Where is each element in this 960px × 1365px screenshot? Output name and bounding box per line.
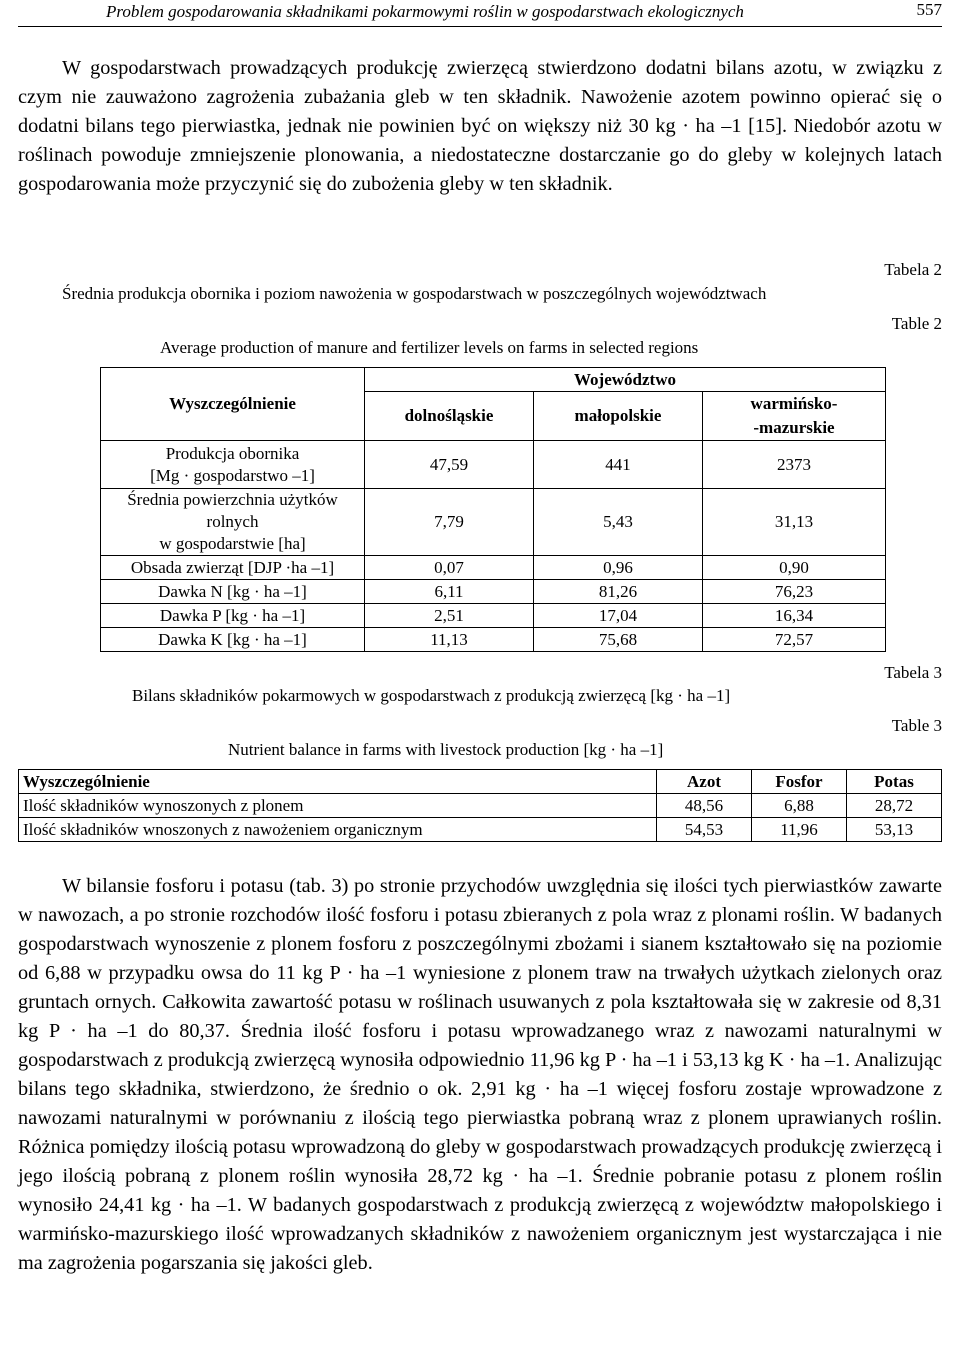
table3-header: Fosfor [752,770,847,794]
table-row [101,441,886,489]
table2-row-label: Dawka N [kg · ha –1] [101,580,365,604]
table-cell: 0,96 [534,556,703,580]
table-cell: 53,13 [847,818,942,842]
table-cell: 441 [534,441,703,489]
table-cell: 76,23 [703,580,886,604]
table-manure-production [100,367,886,652]
table-cell: 72,57 [703,628,886,652]
table2-region-header: warmińsko- -mazurskie [703,392,886,441]
table-row [19,794,942,818]
table2-label-pl: Tabela 2 [884,260,942,279]
paragraph-nitrogen: W gospodarstwach prowadzących produkcję zwierzęcą stwierdzono dodatni bilans azotu, w związku z czym nie zauważono zagrożenia zubażania gleb w ten składnik. Nawożenie azotem powinno opierać się o dodatni bilans tego pierwiastka, jednak nie powinien być on większy niż 30 kg · ha –1 [15]. Niedobór azotu w roślinach powoduje zmniejszenie plonowania, a niedostateczne dostarczanie go do gleby w kolejnych latach gospodarowania może przyczynić się do zubożenia gleby w ten składnik. [18,57,942,195]
table2-caption-en: Average production of manure and fertilizer levels on farms in selected regions [160,338,699,357]
table-cell: 0,07 [365,556,534,580]
table3-caption-en: Nutrient balance in farms with livestock production [kg · ha –1] [228,740,664,759]
table-cell: 2373 [703,441,886,489]
table2-col-header: Wyszczególnienie [101,368,365,441]
table-cell: 6,11 [365,580,534,604]
table3-label-pl: Tabela 3 [884,663,942,682]
table-row [101,489,886,556]
table3-caption-pl: Bilans składników pokarmowych w gospodarstwach z produkcją zwierzęcą [kg · ha –1] [132,686,731,705]
table-cell: 47,59 [365,441,534,489]
table-row [101,580,886,604]
table-cell: 54,53 [657,818,752,842]
table2-group-header: Województwo [365,368,886,392]
table-cell: 6,88 [752,794,847,818]
table-nutrient-balance [18,769,942,842]
table-cell: 16,34 [703,604,886,628]
table2-label-en: Table 2 [891,314,942,333]
table2-row-label: Produkcja obornika [Mg · gospodarstwo –1] [101,441,365,489]
page-number: 557 [916,0,942,19]
table3-header: Wyszczególnienie [19,770,657,794]
table2-caption-pl: Średnia produkcja obornika i poziom nawożenia w gospodarstwach w poszczególnych województwach [62,284,767,303]
table3-header: Azot [657,770,752,794]
table3-header: Potas [847,770,942,794]
table-cell: 31,13 [703,489,886,556]
table-row [101,556,886,580]
table2-row-label: Średnia powierzchnia użytków rolnych w gospodarstwie [ha] [101,489,365,556]
table3-row-label: Ilość składników wnoszonych z nawożeniem organicznym [19,818,657,842]
table-cell: 28,72 [847,794,942,818]
running-header-title: Problem gospodarowania składnikami pokarmowymi roślin w gospodarstwach ekologicznych [106,2,744,21]
table-row [101,628,886,652]
table-row [101,604,886,628]
table3-label-en: Table 3 [891,716,942,735]
table-cell: 11,96 [752,818,847,842]
table-cell: 2,51 [365,604,534,628]
table-row [19,818,942,842]
table2-row-label: Obsada zwierząt [DJP ·ha –1] [101,556,365,580]
table-cell: 75,68 [534,628,703,652]
table-cell: 5,43 [534,489,703,556]
table2-row-label: Dawka K [kg · ha –1] [101,628,365,652]
table2-region-header: dolnośląskie [365,392,534,441]
table-cell: 17,04 [534,604,703,628]
table3-row-label: Ilość składników wynoszonych z plonem [19,794,657,818]
table2-row-label: Dawka P [kg · ha –1] [101,604,365,628]
table-cell: 48,56 [657,794,752,818]
table-cell: 7,79 [365,489,534,556]
table-header-row [19,770,942,794]
running-header [18,0,942,27]
table-cell: 0,90 [703,556,886,580]
table-cell: 81,26 [534,580,703,604]
paragraph-phosphorus-potassium: W bilansie fosforu i potasu (tab. 3) po stronie przychodów uwzględnia się ilości tych pierwiastków zawarte w nawozach, a po stronie rozchodów ilość fosforu i potasu zbieranych z pola wraz z plonami roślin. W badanych gospodarstwach wynoszenie z plonem fosforu z poszczególnymi zbożami i sianem kształtowało się na poziomie od 6,88 w przypadku owsa do 11 kg P · ha –1 wyniesione z plonem traw na trwałych użytkach zielonych oraz gruntach ornych. Całkowita zawartość potasu w roślinach usuwanych z pola kształtowała się w zakresie od 8,31 kg P · ha –1 do 80,37. Średnia ilość fosforu i potasu wprowadzanego wraz z nawozami naturalnymi w gospodarstwach z produkcją zwierzęcą wynosiła odpowiednio 11,96 kg P · ha –1 i 53,13 kg K · ha –1. Analizując bilans tego składnika, stwierdzono, że średnio o ok. 2,91 kg · ha –1 więcej fosforu zostaje wprowadzone z nawozami naturalnymi w porównaniu z ilością tego pierwiastka pobraną wraz z plonem uprawianych roślin. Różnica pomiędzy ilością potasu wprowadzoną do gleby w gospodarstwach prowadzących produkcję zwierzęcą i jego ilością pobraną z plonem roślin wynosiła 28,72 kg · ha –1. Średnie pobranie potasu z plonem roślin wynosiło 24,41 kg · ha –1. W badanych gospodarstwach z produkcją zwierzęcą z województw małopolskiego i warmińsko-mazurskiego ilość wprowadzanych składników z nawożeniem organicznym jest wystarczająca i nie ma zagrożenia pogarszania się jakości gleb. [18,875,942,1274]
table-cell: 11,13 [365,628,534,652]
table2-region-header: małopolskie [534,392,703,441]
